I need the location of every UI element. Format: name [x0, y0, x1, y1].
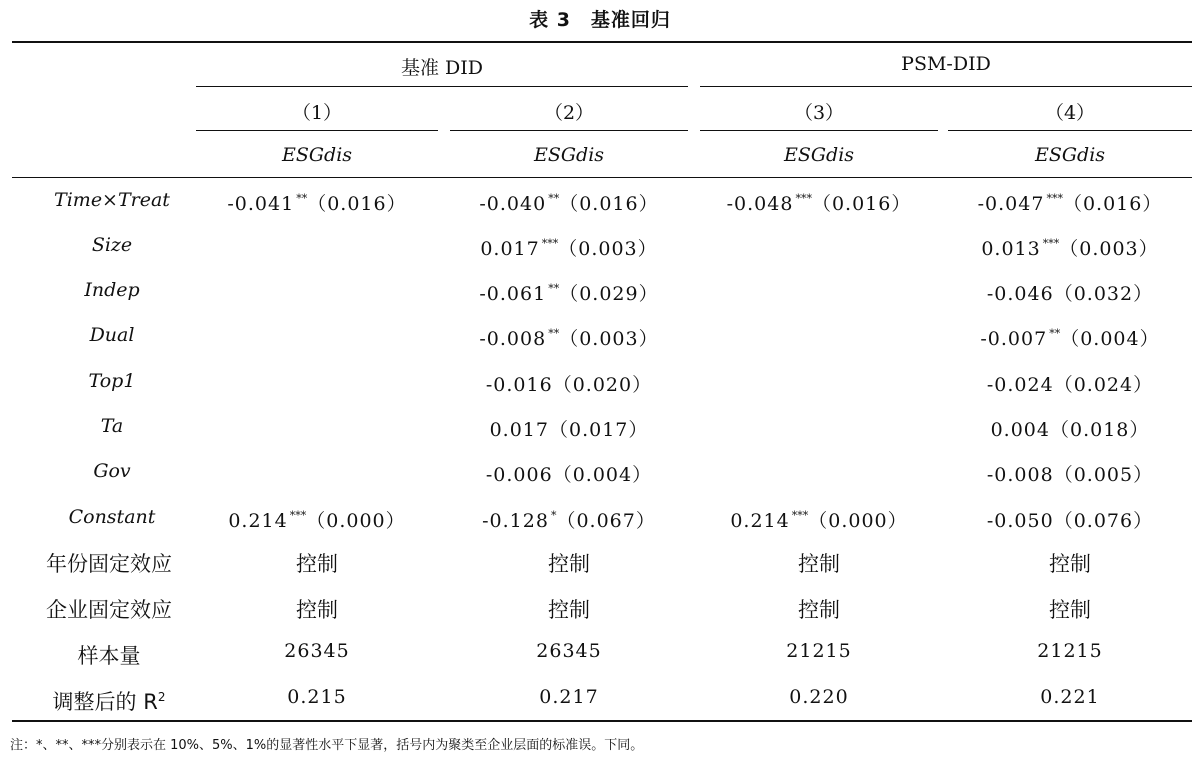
table-note: 注：*、**、***分别表示在 10%、5%、1%的显著性水平下显著，括号内为聚类至企业层面的标准误。下同。	[10, 738, 644, 753]
coefficient: -0.040	[479, 193, 547, 215]
bottom-rule	[12, 720, 1192, 722]
standard-error: （0.024）	[1053, 374, 1154, 396]
standard-error: （0.018）	[1050, 419, 1150, 441]
coefficient: 0.017	[489, 419, 549, 441]
control-value: 0.217	[539, 686, 599, 708]
control-label	[12, 594, 206, 624]
control-label-text: 样本量	[77, 644, 141, 668]
standard-error: （0.016）	[1062, 193, 1163, 215]
coef-cell	[450, 279, 688, 306]
control-value: 26345	[536, 640, 602, 662]
significance-stars: ***	[1046, 192, 1063, 205]
coef-cell	[948, 279, 1192, 306]
row-label: Gov	[93, 460, 131, 482]
significance-stars: ***	[791, 509, 809, 522]
coefficient: 0.214	[730, 510, 790, 532]
standard-error: （0.016）	[811, 193, 912, 215]
significance-stars: **	[548, 192, 560, 205]
row-label: Top1	[88, 370, 136, 392]
standard-error: （0.016）	[307, 193, 407, 215]
control-value: 控制	[798, 552, 840, 576]
group-rule-baseline	[196, 86, 688, 87]
standard-error: （0.005）	[1053, 464, 1154, 486]
col-header-3: （3）	[793, 102, 845, 124]
coef-cell	[450, 234, 688, 261]
control-value: 控制	[296, 552, 338, 576]
coef-cell	[700, 189, 938, 216]
standard-error: （0.067）	[556, 510, 656, 532]
coefficient: -0.041	[227, 193, 295, 215]
control-value: 控制	[798, 598, 840, 622]
control-value: 26345	[284, 640, 350, 662]
coefficient: -0.048	[726, 193, 794, 215]
header-bottom-rule	[12, 177, 1192, 178]
significance-stars: ***	[795, 192, 812, 205]
significance-stars: **	[296, 192, 308, 205]
coef-cell	[948, 415, 1192, 442]
row-label: Indep	[84, 279, 140, 301]
standard-error: （0.076）	[1053, 510, 1154, 532]
coef-cell	[450, 460, 688, 487]
coef-cell	[948, 506, 1192, 533]
standard-error: （0.004）	[552, 464, 653, 486]
control-label-text: 年份固定效应	[46, 552, 172, 576]
significance-stars: *	[550, 509, 557, 522]
row-label: Constant	[68, 506, 156, 528]
superscript: 2	[157, 690, 166, 704]
dep-var-2: ESGdis	[533, 144, 605, 166]
col-header-2: （2）	[543, 102, 595, 124]
standard-error: （0.000）	[808, 510, 908, 532]
control-label	[12, 640, 206, 670]
standard-error: （0.032）	[1053, 283, 1154, 305]
coefficient: 0.017	[480, 238, 540, 260]
col-rule-2	[450, 130, 688, 131]
dep-var-1: ESGdis	[281, 144, 353, 166]
coef-cell	[450, 506, 688, 533]
standard-error: （0.017）	[549, 419, 649, 441]
coef-cell	[450, 324, 688, 351]
control-value: 控制	[1049, 598, 1091, 622]
control-value: 控制	[548, 552, 590, 576]
control-label-text: 企业固定效应	[46, 598, 172, 622]
col-header-1: （1）	[291, 102, 343, 124]
coefficient: -0.050	[986, 510, 1054, 532]
coefficient: 0.214	[228, 510, 288, 532]
coef-cell	[948, 234, 1192, 261]
control-value: 21215	[786, 640, 852, 662]
coef-cell	[948, 370, 1192, 397]
standard-error: （0.020）	[552, 374, 653, 396]
dep-var-3: ESGdis	[783, 144, 855, 166]
top-rule	[12, 41, 1192, 43]
coef-cell	[196, 189, 438, 216]
coef-cell	[450, 415, 688, 442]
table-title: 表 3 基准回归	[529, 9, 671, 31]
control-label	[12, 686, 206, 716]
col-rule-4	[948, 130, 1192, 131]
significance-stars: **	[1049, 327, 1061, 340]
control-value: 21215	[1037, 640, 1103, 662]
control-label	[12, 548, 206, 578]
control-value: 控制	[548, 598, 590, 622]
control-value: 0.221	[1040, 686, 1100, 708]
significance-stars: ***	[289, 509, 307, 522]
control-value: 0.215	[287, 686, 347, 708]
control-value: 0.220	[789, 686, 849, 708]
coefficient: -0.008	[986, 464, 1054, 486]
col-header-4: （4）	[1044, 102, 1096, 124]
coefficient: 0.004	[990, 419, 1050, 441]
group-header-baseline: 基准 DID	[400, 57, 483, 79]
group-header-psm: PSM-DID	[901, 53, 991, 75]
row-label: Size	[91, 234, 133, 256]
significance-stars: **	[548, 327, 560, 340]
coefficient: -0.061	[479, 283, 547, 305]
significance-stars: **	[548, 282, 560, 295]
control-label-text: 调整后的 R	[52, 690, 158, 714]
control-value: 控制	[296, 598, 338, 622]
coefficient: -0.007	[980, 328, 1048, 350]
coef-cell	[948, 324, 1192, 351]
standard-error: （0.029）	[559, 283, 659, 305]
coefficient: -0.047	[977, 193, 1045, 215]
coef-cell	[450, 370, 688, 397]
coef-cell	[196, 506, 438, 533]
standard-error: （0.003）	[559, 328, 659, 350]
standard-error: （0.004）	[1060, 328, 1160, 350]
coefficient: -0.046	[986, 283, 1054, 305]
coef-cell	[948, 460, 1192, 487]
col-rule-3	[700, 130, 938, 131]
dep-var-4: ESGdis	[1034, 144, 1106, 166]
significance-stars: ***	[1042, 237, 1060, 250]
standard-error: （0.003）	[558, 238, 658, 260]
group-rule-psm	[700, 86, 1192, 87]
coefficient: -0.006	[485, 464, 553, 486]
standard-error: （0.003）	[1059, 238, 1159, 260]
standard-error: （0.000）	[306, 510, 406, 532]
col-rule-1	[196, 130, 438, 131]
control-value: 控制	[1049, 552, 1091, 576]
coefficient: 0.013	[981, 238, 1041, 260]
coefficient: -0.128	[482, 510, 549, 532]
coef-cell	[450, 189, 688, 216]
row-label: Dual	[89, 324, 135, 346]
coefficient: -0.024	[986, 374, 1054, 396]
coefficient: -0.016	[485, 374, 553, 396]
coef-cell	[700, 506, 938, 533]
row-label: Ta	[100, 415, 124, 437]
row-label: Time×Treat	[54, 189, 170, 211]
significance-stars: ***	[541, 237, 559, 250]
standard-error: （0.016）	[559, 193, 659, 215]
coefficient: -0.008	[479, 328, 547, 350]
coef-cell	[948, 189, 1192, 216]
